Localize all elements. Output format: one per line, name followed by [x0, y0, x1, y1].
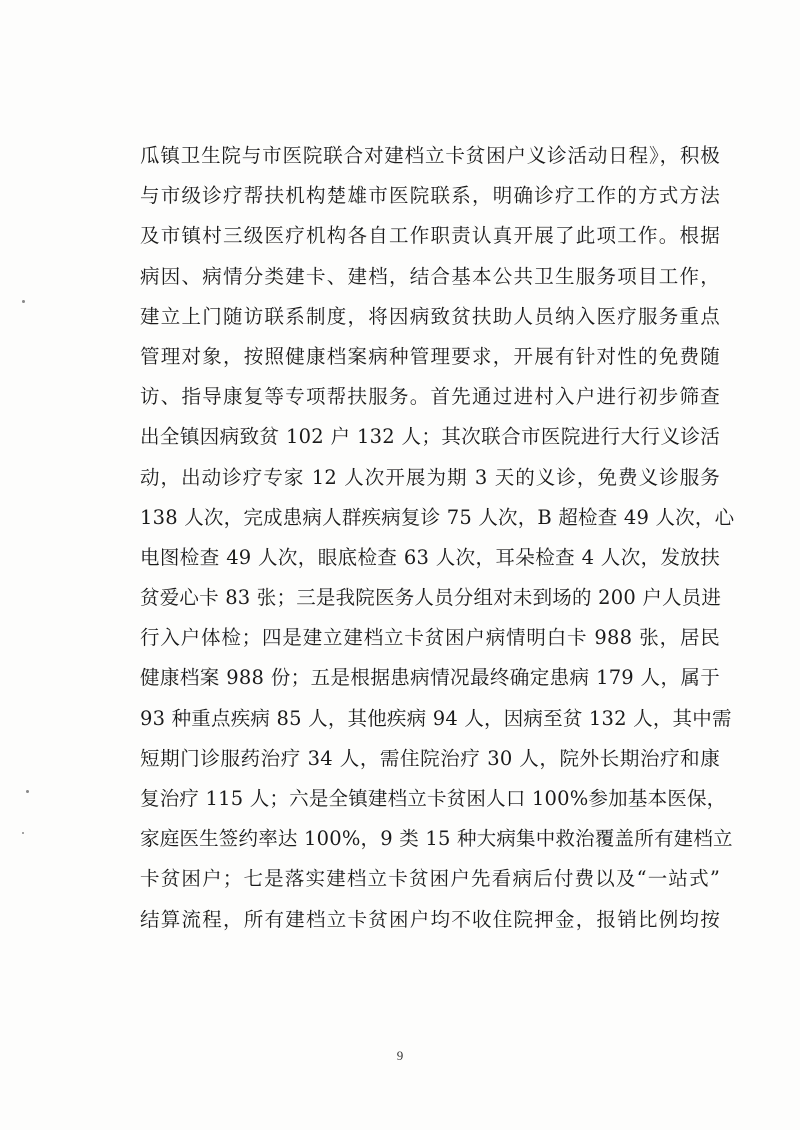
text-line: 瓜镇卫生院与市医院联合对建档立卡贫困户义诊活动日程》，积极 — [140, 144, 720, 167]
text-line: 138 人次，完成患病人群疾病复诊 75 人次，B 超检查 49 人次，心 — [140, 505, 735, 529]
scan-speck — [22, 300, 25, 303]
text-line: 病因、病情分类建卡、建档，结合基本公共卫生服务项目工作， — [140, 264, 720, 288]
page-number: 9 — [396, 1048, 404, 1063]
text-line: 短期门诊服药治疗 34 人，需住院治疗 30 人，院外长期治疗和康 — [140, 746, 720, 770]
text-line: 健康档案 988 份；五是根据患病情况最终确定患病 179 人，属于 — [140, 666, 720, 690]
text-line: 建立上门随访联系制度，将因病致贫扶助人员纳入医疗服务重点 — [140, 304, 720, 328]
text-line: 行入户体检；四是建立建档立卡贫困户病情明白卡 988 张，居民 — [140, 626, 720, 650]
body-text — [140, 136, 735, 940]
text-line: 结算流程，所有建档立卡贫困户均不收住院押金，报销比例均按 — [140, 907, 720, 931]
text-line: 电图检查 49 人次，眼底检查 63 人次，耳朵检查 4 人次，发放扶 — [140, 545, 720, 569]
text-line: 93 种重点疾病 85 人，其他疾病 94 人，因病至贫 132 人，其中需 — [140, 706, 732, 730]
text-line: 访、指导康复等专项帮扶服务。首先通过进村入户进行初步筛查 — [140, 385, 720, 409]
text-line: 及市镇村三级医疗机构各自工作职责认真开展了此项工作。根据 — [140, 224, 720, 248]
text-line: 与市级诊疗帮扶机构楚雄市医院联系，明确诊疗工作的方式方法 — [140, 184, 720, 208]
text-line: 出全镇因病致贫 102 户 132 人；其次联合市医院进行大行义诊活 — [140, 425, 720, 449]
scan-speck — [26, 790, 29, 793]
text-line: 管理对象，按照健康档案病种管理要求，开展有针对性的免费随 — [140, 344, 720, 368]
scan-speck — [22, 832, 24, 834]
text-line: 家庭医生签约率达 100%，9 类 15 种大病集中救治覆盖所有建档立 — [140, 827, 733, 851]
text-line: 复治疗 115 人；六是全镇建档立卡贫困人口 100%参加基本医保， — [140, 787, 727, 810]
text-line: 动，出动诊疗专家 12 人次开展为期 3 天的义诊，免费义诊服务 — [140, 465, 720, 489]
text-line: 贫爱心卡 83 张；三是我院医务人员分组对未到场的 200 户人员进 — [140, 586, 722, 610]
text-line: 卡贫困户；七是落实建档立卡贫困户先看病后付费以及“一站式” — [140, 867, 720, 891]
